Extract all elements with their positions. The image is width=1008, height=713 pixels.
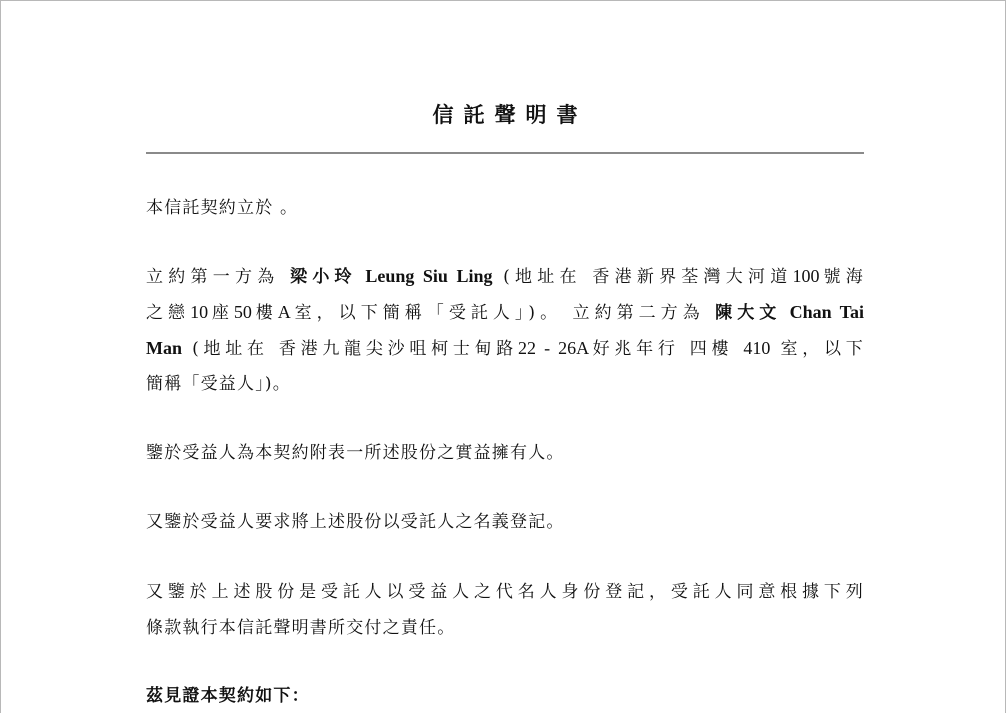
beneficiary-name-zh: 陳大文 (715, 303, 782, 323)
whereas-3-line-2: 條款執行本信託聲明書所交付之責任。 (146, 618, 456, 638)
beneficiary-address-text: 好兆年行 四樓 (589, 339, 744, 359)
witnesseth-heading: 茲見證本契約如下： (146, 686, 310, 706)
document-title: 信託聲明書 (432, 102, 588, 127)
paragraph-whereas-3 (146, 574, 864, 646)
whereas-2-text: 又鑒於受益人要求將上述股份以受託人之名義登記。 (146, 512, 565, 532)
trustee-address-text: 之戀 (146, 303, 191, 323)
title-divider (146, 152, 864, 154)
paragraph-date (146, 190, 864, 226)
trustee-address-text: 號海 (819, 267, 864, 287)
parties-text: 立約第一方為 (146, 267, 291, 287)
trustee-address-text: (地址在 香港新界荃灣大河道 (492, 267, 793, 287)
trustee-address-text: 樓 (251, 303, 278, 323)
parties-line-4: 簡稱「受益人」)。 (146, 374, 291, 394)
paragraph-whereas-1 (146, 435, 864, 471)
paragraph-date-text: 本信託契約立於 。 (146, 198, 299, 218)
whereas-3-line-1: 又鑒於上述股份是受託人以受益人之代名人身份登記，受託人同意根據下列 (146, 582, 864, 602)
parties-line-1 (146, 258, 864, 294)
beneficiary-address-number: 410 (743, 338, 771, 358)
trustee-address-text: 座 (208, 303, 234, 323)
trustee-address-number: 50 (233, 302, 252, 322)
beneficiary-name-en: Chan Tai (781, 302, 864, 322)
paragraph-witnesseth (146, 678, 864, 713)
trustee-address-number: 100 (792, 266, 820, 286)
parties-text: 室，以下簡稱「受託人」)。 立約第二方為 (290, 303, 716, 323)
beneficiary-address-number: 22 - 26A (518, 338, 590, 358)
beneficiary-name-en: Man (146, 338, 182, 358)
trustee-address-number: 10 (190, 302, 209, 322)
parties-line-2 (146, 294, 864, 330)
beneficiary-address-text: (地址在 香港九龍尖沙咀柯士甸路 (182, 339, 519, 359)
whereas-1-text: 鑒於受益人為本契約附表一所述股份之實益擁有人。 (146, 443, 565, 463)
parties-line-3 (146, 330, 864, 366)
parties-text: 室，以下 (770, 339, 864, 359)
paragraph-whereas-2 (146, 504, 864, 540)
paragraph-parties (146, 258, 864, 402)
trustee-name-zh: 梁小玲 (290, 267, 357, 287)
trustee-name-en: Leung Siu Ling (356, 266, 493, 286)
trustee-address-number: A (277, 302, 291, 322)
